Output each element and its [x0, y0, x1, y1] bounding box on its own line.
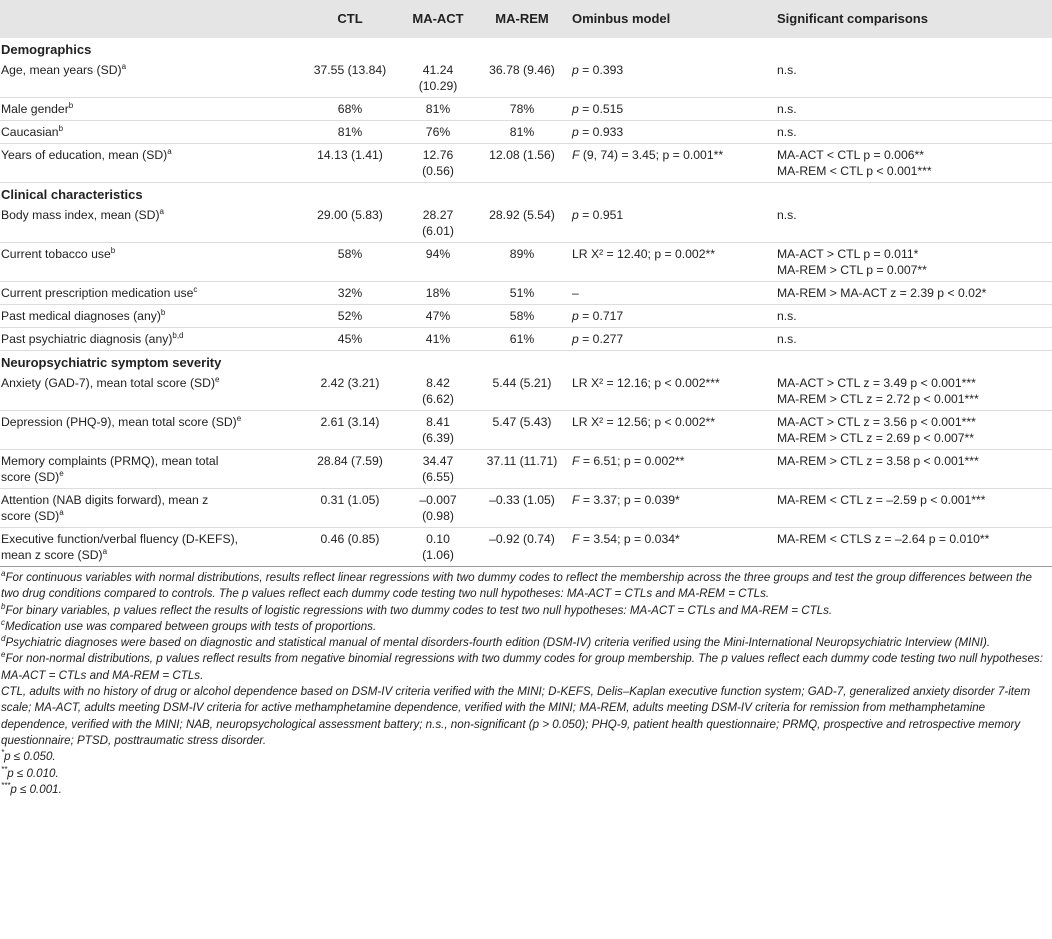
cell-ma-act-mean: 28.27 [422, 208, 454, 222]
table-row [0, 411, 1052, 450]
cell-ma-act-mean: 94% [425, 247, 451, 261]
omnibus-value: = 3.54; p = 0.034* [579, 532, 680, 546]
cell-comparisons [773, 59, 1052, 98]
cell-comparisons [773, 305, 1052, 328]
cell-ma-act-sd: (6.39) [422, 431, 454, 445]
cell-ma-act [400, 411, 476, 450]
cell-ma-act [400, 144, 476, 183]
section-header-row [0, 351, 1052, 373]
omnibus-value: = 0.393 [578, 63, 624, 77]
footnote-e: $^e$For non-normal distributions, p values reflect results from negative binomial regressions with two dummy codes for group membership. The p values reflect each dummy code testing two null hypotheses: MA-ACT = CTLs and MA-REM = CTLs. [1, 650, 1043, 682]
cell-ctl: 68% [300, 98, 400, 121]
row-label-line1: Attention (NAB digits forward), mean z [1, 493, 209, 507]
cell-ma-act-sd: (6.01) [422, 224, 454, 238]
cell-omnibus [568, 243, 773, 282]
row-label-footnote-mark: b [58, 123, 64, 133]
header-ma-rem: MA-REM [495, 11, 549, 26]
cell-ctl: 28.84 (7.59) [300, 450, 400, 489]
section-header-row [0, 38, 1052, 59]
row-label-footnote-mark: a [167, 146, 172, 156]
cell-ctl: 2.42 (3.21) [300, 372, 400, 411]
cell-ma-rem: 28.92 (5.54) [476, 204, 568, 243]
cell-ma-act [400, 328, 476, 351]
cell-omnibus [568, 328, 773, 351]
cell-ma-rem: 89% [476, 243, 568, 282]
header-ma-act: MA-ACT [412, 11, 464, 26]
cell-ma-rem: 81% [476, 121, 568, 144]
cell-comparisons [773, 372, 1052, 411]
comparison-line1: n.s. [777, 102, 797, 116]
row-label-footnote-mark: a [121, 61, 127, 71]
cell-ma-act-sd: (0.98) [422, 509, 454, 523]
cell-ma-rem: –0.33 (1.05) [476, 489, 568, 528]
comparison-line1: MA-REM < CTL z = –2.59 p < 0.001*** [777, 493, 986, 507]
section-title: Neuropsychiatric symptom severity [1, 355, 222, 370]
row-label-line2: score (SD) [1, 470, 60, 484]
footnotes [0, 567, 1052, 798]
cell-ctl: 29.00 (5.83) [300, 204, 400, 243]
cell-ctl: 32% [300, 282, 400, 305]
table-row [0, 204, 1052, 243]
footnote-p2: **p ≤ 0.010. [1, 764, 59, 780]
row-label-footnote-mark: b [68, 100, 74, 110]
footnote-d: $^d$Psychiatric diagnoses were based on diagnostic and statistical manual of mental disorders-fourth edition (DSM-IV) criteria verified using the Mini-International Neuropsychiatric Interview (MINI). [1, 634, 991, 650]
cell-ma-act [400, 528, 476, 567]
omnibus-value: = 0.515 [578, 102, 624, 116]
cell-ma-act [400, 450, 476, 489]
row-label-text: Anxiety (GAD-7), mean total score (SD) [1, 376, 216, 390]
row-label [0, 204, 300, 243]
row-label-text: Age, mean years (SD) [1, 63, 122, 77]
row-label [0, 528, 300, 567]
comparison-line1: MA-ACT > CTL z = 3.49 p < 0.001*** [777, 376, 976, 390]
omnibus-value: = 0.277 [578, 332, 624, 346]
cell-ma-act-mean: 41% [425, 332, 451, 346]
comparison-line1: MA-ACT < CTL p = 0.006** [777, 148, 924, 162]
row-label [0, 450, 300, 489]
table-row [0, 372, 1052, 411]
cell-ma-act-mean: 76% [425, 125, 451, 139]
cell-comparisons [773, 204, 1052, 243]
cell-ma-act-mean: –0.007 [419, 493, 457, 507]
cell-ctl: 14.13 (1.41) [300, 144, 400, 183]
cell-comparisons [773, 144, 1052, 183]
cell-comparisons [773, 282, 1052, 305]
cell-ma-act-mean: 41.24 [422, 63, 454, 77]
cell-ctl: 81% [300, 121, 400, 144]
row-label [0, 243, 300, 282]
cell-ctl: 45% [300, 328, 400, 351]
table-row [0, 450, 1052, 489]
cell-ma-act [400, 489, 476, 528]
cell-ma-act-sd: (6.55) [422, 470, 454, 484]
cell-comparisons [773, 121, 1052, 144]
comparison-line1: n.s. [777, 63, 797, 77]
cell-ma-rem: –0.92 (0.74) [476, 528, 568, 567]
omnibus-stat-symbol: F [572, 493, 580, 507]
omnibus-value: = 0.933 [578, 125, 624, 139]
row-label-text: Male gender [1, 102, 69, 116]
table-body [0, 38, 1052, 567]
row-label-line1: Executive function/verbal fluency (D-KEFS), [1, 532, 239, 546]
row-label [0, 411, 300, 450]
row-label-text: Depression (PHQ-9), mean total score (SD) [1, 415, 237, 429]
row-label-text: Current prescription medication use [1, 286, 194, 300]
row-label-text: Body mass index, mean (SD) [1, 208, 160, 222]
omnibus-stat-symbol: F [572, 532, 580, 546]
footnote-abbreviations: CTL, adults with no history of drug or alcohol dependence based on DSM-IV criteria verified with the MINI; D-KEFS, Delis–Kaplan executive function system; GAD-7, generalized anxiety disorder 7-item scale; MA-ACT, adults meeting DSM-IV criteria for active methamphetamine dependence, verified with the MINI; MA-REM, adults meeting DSM-IV criteria for remission from methamphetamine dependence, verified with the MINI; NAB, neuropsychological assessment battery; n.s., non-significant (p > 0.050); PHQ-9, patient health questionnaire; PRMQ, prospective and retrospective memory questionnaire; PTSD, posttraumatic stress disorder. [1, 685, 1031, 747]
cell-ma-rem: 12.08 (1.56) [476, 144, 568, 183]
row-label [0, 372, 300, 411]
comparison-line1: n.s. [777, 309, 797, 323]
cell-ctl: 52% [300, 305, 400, 328]
cell-ma-rem: 37.11 (11.71) [476, 450, 568, 489]
table-row [0, 305, 1052, 328]
row-label-footnote-mark: c [193, 284, 198, 294]
footnote-c: $^c$Medication use was compared between groups with tests of proportions. [1, 618, 377, 633]
omnibus-value: – [572, 286, 579, 300]
table-row [0, 528, 1052, 567]
cell-ma-rem: 5.47 (5.43) [476, 411, 568, 450]
comparison-line2: MA-REM > CTL z = 2.69 p < 0.007** [777, 431, 975, 445]
cell-ma-rem: 58% [476, 305, 568, 328]
cell-ma-act-mean: 0.10 [426, 532, 450, 546]
table-row [0, 328, 1052, 351]
table-row [0, 243, 1052, 282]
section-header-row [0, 183, 1052, 205]
comparison-line1: MA-REM > CTL z = 3.58 p < 0.001*** [777, 454, 979, 468]
cell-ma-act [400, 59, 476, 98]
footnote-a: $^a$For continuous variables with normal distributions, results reflect linear regressions with two dummy codes to reflect the membership across the three groups and test the group differences between the two drug conditions compared to controls. The p values reflect each dummy code testing two null hypotheses: MA-ACT = CTLs and MA-REM = CTLs. [1, 569, 1033, 601]
comparison-line2: MA-REM < CTL p < 0.001*** [777, 164, 932, 178]
header-omnibus: Ominbus model [572, 11, 671, 26]
comparison-line1: MA-ACT > CTL p = 0.011* [777, 247, 919, 261]
row-label-footnote-mark: a [102, 546, 108, 556]
cell-ma-act-mean: 34.47 [422, 454, 454, 468]
footnote-b: $^b$For binary variables, p values reflect the results of logistic regressions with two dummy codes to test two null hypotheses: MA-ACT = CTLs and MA-REM = CTLs. [1, 601, 833, 617]
cell-ma-act-mean: 47% [425, 309, 451, 323]
row-label [0, 282, 300, 305]
row-label-line1: Memory complaints (PRMQ), mean total [1, 454, 219, 468]
table-row [0, 144, 1052, 183]
cell-ma-rem: 51% [476, 282, 568, 305]
omnibus-stat-symbol: p [572, 102, 579, 116]
row-label-text: Caucasian [1, 125, 59, 139]
omnibus-value: LR X² = 12.16; p < 0.002*** [572, 376, 720, 390]
cell-omnibus [568, 144, 773, 183]
section-title: Clinical characteristics [1, 187, 143, 202]
omnibus-stat-symbol: F [572, 148, 580, 162]
header-ctl: CTL [337, 11, 363, 26]
comparison-line1: n.s. [777, 332, 797, 346]
footnote-p3: ***p ≤ 0.001. [1, 781, 62, 796]
row-label-text: Past medical diagnoses (any) [1, 309, 161, 323]
comparison-line1: n.s. [777, 125, 797, 139]
cell-omnibus [568, 59, 773, 98]
cell-ctl: 0.46 (0.85) [300, 528, 400, 567]
row-label-text: Current tobacco use [1, 247, 111, 261]
row-label-line2: mean z score (SD) [1, 548, 103, 562]
row-label-footnote-mark: a [159, 206, 164, 216]
cell-ma-act [400, 204, 476, 243]
table-row [0, 121, 1052, 144]
cell-ma-act-sd: (6.62) [422, 392, 454, 406]
omnibus-value: LR X² = 12.56; p < 0.002** [572, 415, 715, 429]
header-comparisons: Significant comparisons [777, 11, 928, 26]
cell-omnibus [568, 372, 773, 411]
footnote-p1: *p ≤ 0.050. [1, 748, 56, 764]
cell-ma-act [400, 98, 476, 121]
comparison-line1: MA-REM < CTLS z = –2.64 p = 0.010** [777, 532, 990, 546]
row-label [0, 121, 300, 144]
omnibus-stat-symbol: p [572, 63, 579, 77]
cell-ma-rem: 5.44 (5.21) [476, 372, 568, 411]
omnibus-stat-symbol: p [572, 125, 579, 139]
table-row [0, 282, 1052, 305]
row-label-footnote-mark: b [110, 245, 116, 255]
cell-ma-act [400, 282, 476, 305]
row-label-line2: score (SD) [1, 509, 60, 523]
row-label [0, 305, 300, 328]
row-label-text: Past psychiatric diagnosis (any) [1, 332, 173, 346]
cell-comparisons [773, 450, 1052, 489]
comparison-line1: MA-REM > MA-ACT z = 2.39 p < 0.02* [777, 286, 987, 300]
row-label-footnote-mark: e [59, 468, 64, 478]
comparison-line2: MA-REM > CTL p = 0.007** [777, 263, 927, 277]
cell-ma-act-sd: (10.29) [418, 79, 458, 93]
cell-ma-act [400, 305, 476, 328]
row-label-footnote-mark: b,d [172, 330, 184, 340]
cell-comparisons [773, 489, 1052, 528]
table-row [0, 98, 1052, 121]
row-label [0, 489, 300, 528]
omnibus-value: LR X² = 12.40; p = 0.002** [572, 247, 715, 261]
omnibus-stat-symbol: p [572, 332, 579, 346]
cell-comparisons [773, 411, 1052, 450]
cell-ma-act-mean: 8.41 [426, 415, 450, 429]
cell-ma-act [400, 372, 476, 411]
omnibus-value: = 0.717 [578, 309, 624, 323]
row-label-footnote-mark: a [59, 507, 64, 517]
table-row [0, 59, 1052, 98]
omnibus-stat-symbol: p [572, 208, 579, 222]
cell-omnibus [568, 305, 773, 328]
section-title: Demographics [1, 42, 92, 57]
omnibus-value: (9, 74) = 3.45; p = 0.001** [579, 148, 724, 162]
omnibus-stat-symbol: F [572, 454, 580, 468]
cell-ma-act-sd: (1.06) [422, 548, 454, 562]
cell-ma-act-mean: 81% [425, 102, 451, 116]
cell-omnibus [568, 282, 773, 305]
cell-ctl: 2.61 (3.14) [300, 411, 400, 450]
cell-ctl: 37.55 (13.84) [300, 59, 400, 98]
cell-ma-act-mean: 12.76 [422, 148, 454, 162]
cell-omnibus [568, 121, 773, 144]
cell-ma-act [400, 121, 476, 144]
row-label-footnote-mark: b [160, 307, 166, 317]
cell-comparisons [773, 243, 1052, 282]
cell-ma-act-mean: 8.42 [426, 376, 450, 390]
cell-omnibus [568, 98, 773, 121]
table-row [0, 489, 1052, 528]
cell-ctl: 58% [300, 243, 400, 282]
row-label [0, 98, 300, 121]
cell-omnibus [568, 411, 773, 450]
row-label-text: Years of education, mean (SD) [1, 148, 168, 162]
row-label [0, 59, 300, 98]
cell-ma-rem: 36.78 (9.46) [476, 59, 568, 98]
header-blank [0, 0, 300, 38]
comparison-line1: n.s. [777, 208, 797, 222]
cell-ctl: 0.31 (1.05) [300, 489, 400, 528]
cell-ma-act-sd: (0.56) [422, 164, 454, 178]
comparison-line2: MA-REM > CTL z = 2.72 p < 0.001*** [777, 392, 979, 406]
omnibus-value: = 0.951 [578, 208, 624, 222]
cell-omnibus [568, 489, 773, 528]
cell-ma-rem: 78% [476, 98, 568, 121]
cell-comparisons [773, 328, 1052, 351]
cell-omnibus [568, 204, 773, 243]
omnibus-value: = 3.37; p = 0.039* [579, 493, 680, 507]
cell-comparisons [773, 98, 1052, 121]
cell-ma-act-mean: 18% [425, 286, 451, 300]
comparison-line1: MA-ACT > CTL z = 3.56 p < 0.001*** [777, 415, 976, 429]
row-label-footnote-mark: e [236, 413, 242, 423]
cell-omnibus [568, 528, 773, 567]
row-label-footnote-mark: e [215, 374, 220, 384]
cell-ma-act [400, 243, 476, 282]
cell-comparisons [773, 528, 1052, 567]
row-label [0, 144, 300, 183]
row-label [0, 328, 300, 351]
omnibus-stat-symbol: p [572, 309, 579, 323]
cell-ma-rem: 61% [476, 328, 568, 351]
omnibus-value: = 6.51; p = 0.002** [579, 454, 685, 468]
table-header-row [0, 0, 1052, 38]
cell-omnibus [568, 450, 773, 489]
